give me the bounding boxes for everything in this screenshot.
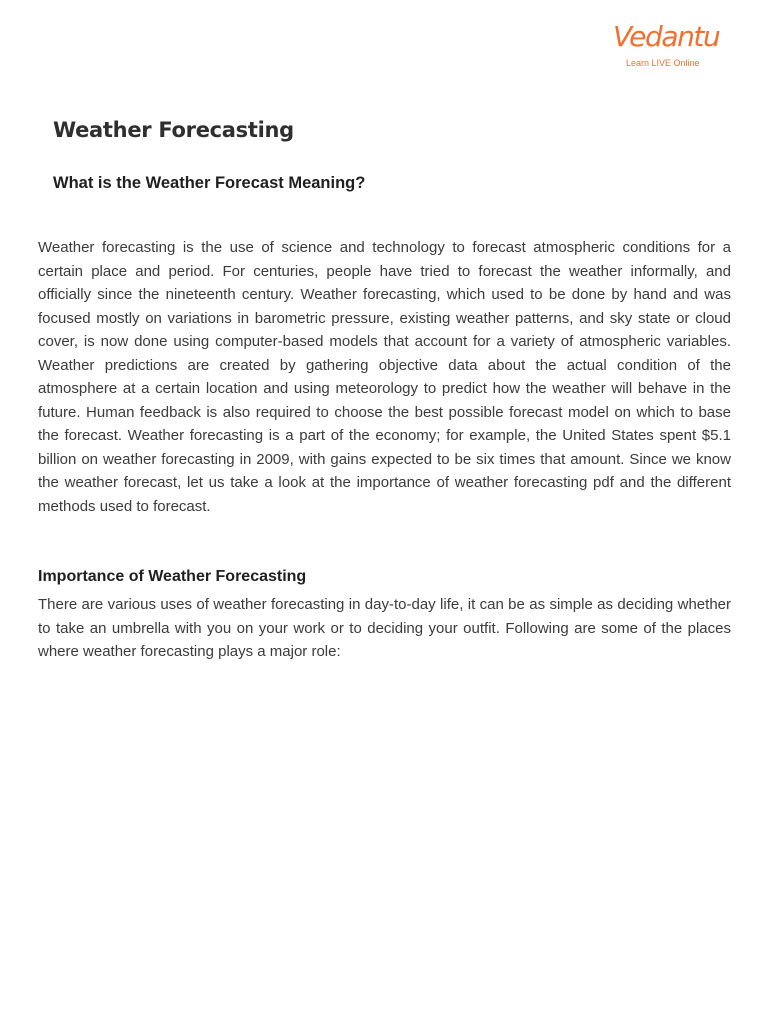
paragraph-meaning: Weather forecasting is the use of science and technology to forecast atmospheric conditions for a certain place and period. For centuries, people have tried to forecast the weather informally, and officially since the nineteenth century. Weather forecasting, which used to be done by hand and was focused mostly on variations in barometric pressure, existing weather patterns, and sky state or cloud cover, is now done using computer-based models that account for a variety of atmospheric variables. Weather predictions are created by gathering objective data about the actual condition of the atmosphere at a certain location and using meteorology to predict how the weather will behave in the future. Human feedback is also required to choose the best possible forecast model on which to base the forecast. Weather forecasting is a part of the economy; for example, the United States spent $5.1 billion on weather forecasting in 2009, with gains expected to be six times that amount. Since we know the weather forecast, let us take a look at the importance of weather forecasting pdf and the different methods used to forecast. bbox=[38, 239, 731, 515]
document-title: Weather Forecasting bbox=[53, 118, 294, 142]
section-heading-meaning: What is the Weather Forecast Meaning? bbox=[53, 174, 366, 192]
vedantu-logo bbox=[613, 20, 720, 72]
logo-brand-name: Vedantu bbox=[613, 20, 720, 53]
logo-tagline: Learn LIVE Online bbox=[626, 58, 700, 68]
section-heading-importance: Importance of Weather Forecasting bbox=[38, 568, 307, 585]
paragraph-importance: There are various uses of weather forecasting in day-to-day life, it can be as simple as deciding whether to take an umbrella with you on your work or to deciding your outfit. Following are some of the places where weather forecasting plays a major role: bbox=[38, 596, 731, 660]
